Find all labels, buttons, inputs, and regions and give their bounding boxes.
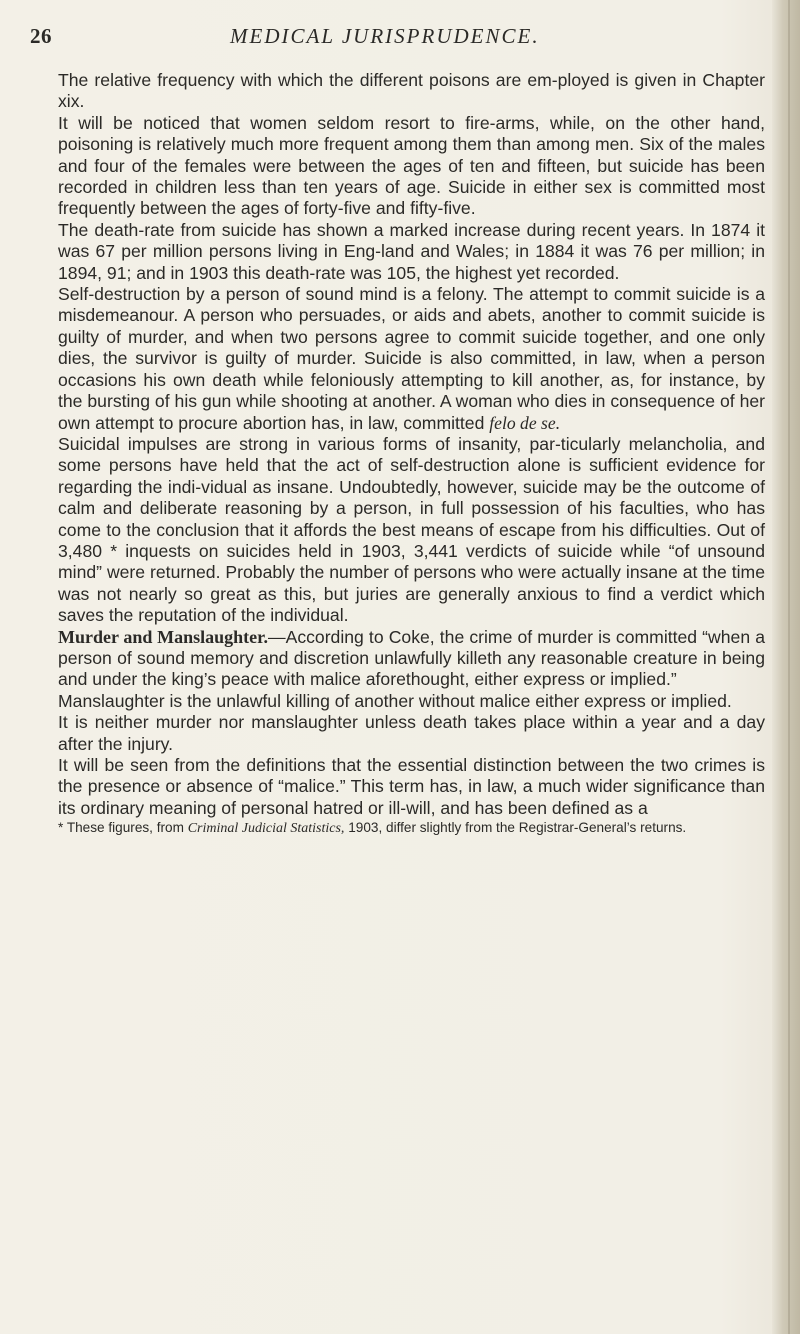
page-edge-line — [788, 0, 790, 1334]
paragraph-malice: It will be seen from the definitions that the essential distinction between the two crimes is the presence or absence of “malice.” This term has, in law, a much wider significance than its ordinary meaning of personal hatred or ill-will, and has been defined as a — [58, 755, 765, 818]
footnote-rest: 1903, differ slightly from the Registrar-General’s returns. — [348, 820, 687, 836]
paragraph-murder-definition — [58, 627, 765, 691]
paragraph-felony — [58, 284, 765, 434]
section-text: —According to Coke, the crime of murder is committed “when a person of sound memory and discretion unlawfully killeth any reasonable creature in being and under the king’s peace with malice aforethought, either express or implied.” — [58, 626, 766, 690]
footnote — [58, 819, 765, 837]
paragraph-year-and-day: It is neither murder nor manslaughter unless death takes place within a year and a day after the injury. — [58, 712, 765, 754]
body-text — [58, 70, 765, 837]
section-heading: Murder and Manslaughter. — [58, 626, 268, 647]
page-edge — [772, 0, 800, 1334]
page-number: 26 — [30, 24, 52, 48]
footnote-marker: * These figures, from — [58, 820, 184, 836]
felo-de-se-term: felo de se. — [489, 412, 561, 433]
paragraph-felony-text: Self-destruction by a person of sound mind is a felony. The attempt to commit suicide is a misdemeanour. A person who persuades, or aids and abets, another to commit suicide is guilty of murder, and when two persons agree to commit suicide together, and one only dies, the survivor is guilty of murder. Suicide is also committed, in law, when a person occasions his own death while feloniously attempting to kill another, as, for instance, by the bursting of his gun while shooting at another. A woman who dies in consequence of her own attempt to procure abortion has, in law, committed — [58, 284, 765, 433]
book-title: MEDICAL JURISPRUDENCE. — [230, 24, 540, 48]
footnote-source: Criminal Judicial Statistics, — [187, 821, 345, 837]
paragraph-death-rate: The death-rate from suicide has shown a marked increase during recent years. In 1874 it was 67 per million persons living in Eng-land and Wales; in 1884 it was 76 per million; in 1894, 91; and in 1903 this death-rate was 105, the highest yet recorded. — [58, 219, 765, 283]
paragraph-insanity: Suicidal impulses are strong in various forms of insanity, par-ticularly melancholia, and some persons have held that the act of self-destruction alone is sufficient evidence for regarding the indi-vidual as insane. Undoubtedly, however, suicide may be the outcome of calm and deliberate reasoning by a person, in full possession of his faculties, who has come to the conclusion that it affords the best means of escape from his difficulties. Out of 3,480 * inquests on suicides held in 1903, 3,441 verdicts of suicide while “of unsound mind” were returned. Probably the number of persons who were actually insane at the time was not nearly so great as this, but juries are generally anxious to find a verdict which saves the reputation of the individual. — [58, 433, 765, 626]
paragraph-poisons: The relative frequency with which the different poisons are em-ployed is given in Chapter xix. — [58, 70, 765, 112]
running-head — [30, 24, 770, 54]
paragraph-manslaughter: Manslaughter is the unlawful killing of another without malice either express or implied. — [58, 690, 732, 711]
paragraph-women-suicide: It will be noticed that women seldom resort to fire-arms, while, on the other hand, poisoning is relatively much more frequent among them than among men. Six of the males and four of the females were between the ages of ten and fifteen, but suicide has been recorded in children less than ten years of age. Suicide in either sex is committed most frequently between the ages of forty-five and fifty-five. — [58, 112, 765, 219]
